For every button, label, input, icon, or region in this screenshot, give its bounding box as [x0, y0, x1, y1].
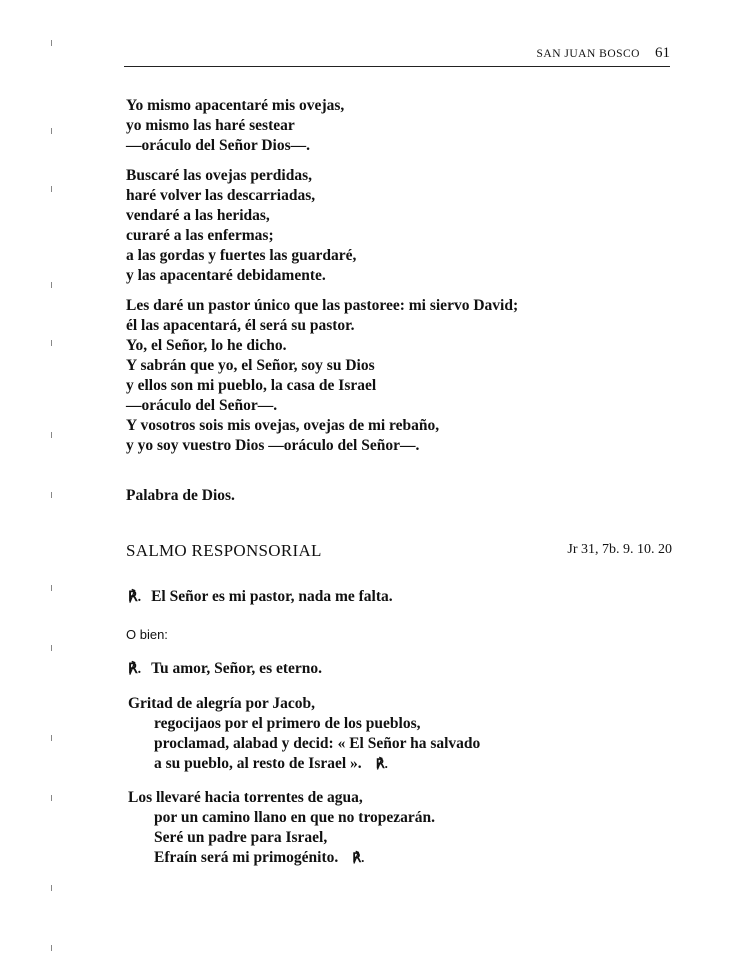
psalm-stanza: [128, 788, 688, 868]
verse-line-with-response: [128, 848, 688, 868]
scan-speck: [51, 282, 52, 288]
scan-speck: [51, 340, 52, 346]
psalm-stanza: [128, 694, 688, 774]
verse-line: Los llevaré hacia torrentes de agua,: [128, 789, 363, 806]
verse-line: regocijaos por el primero de los pueblos,: [154, 715, 421, 732]
verse-line: Buscaré las ovejas perdidas,: [126, 167, 312, 184]
stanza: [126, 166, 686, 286]
verse-line: —oráculo del Señor—.: [126, 397, 278, 414]
verse-line: a las gordas y fuertes las guardaré,: [126, 247, 357, 264]
response-1: [128, 588, 393, 606]
response-mark: ℟.: [128, 590, 142, 605]
header-title: SAN JUAN BOSCO: [536, 48, 640, 60]
scan-speck: [51, 492, 52, 498]
scan-speck: [51, 432, 52, 438]
verse-line: —oráculo del Señor Dios—.: [126, 137, 310, 154]
psalm-verses: [128, 694, 688, 882]
stanza: [126, 296, 686, 456]
verse-line: Les daré un pastor único que las pastoree: mi siervo David;: [126, 297, 519, 314]
scan-speck: [51, 945, 52, 951]
verse-line: él las apacentará, él será su pastor.: [126, 317, 355, 334]
alternative-label: O bien:: [126, 627, 168, 642]
verse-line: por un camino llano en que no tropezarán.: [154, 809, 436, 826]
verse-line: Yo, el Señor, lo he dicho.: [126, 337, 287, 354]
verse-line: vendaré a las heridas,: [126, 207, 270, 224]
stanza: [126, 96, 686, 156]
header-rule: [124, 66, 670, 67]
reading-closing: Palabra de Dios.: [126, 487, 235, 504]
scan-speck: [51, 585, 52, 591]
verse-line: Y sabrán que yo, el Señor, soy su Dios: [126, 357, 375, 374]
response-mark: ℟.: [128, 662, 142, 677]
running-header: [124, 44, 670, 68]
verse-line: Yo mismo apacentaré mis ovejas,: [126, 97, 345, 114]
response-mark: ℟.: [375, 756, 388, 771]
verse-line: yo mismo las haré sestear: [126, 117, 295, 134]
response-text: El Señor es mi pastor, nada me falta.: [151, 588, 393, 605]
scan-speck: [51, 795, 52, 801]
scan-speck: [51, 186, 52, 192]
scan-speck: [51, 40, 52, 46]
verse-line-text: Efraín será mi primogénito.: [154, 849, 339, 866]
scan-speck: [51, 885, 52, 891]
response-mark: ℟.: [352, 850, 365, 865]
psalm-title: SALMO RESPONSORIAL: [126, 541, 322, 560]
verse-line: y yo soy vuestro Dios —oráculo del Señor—.: [126, 437, 420, 454]
verse-line-with-response: [128, 754, 688, 774]
psalm-reference: Jr 31, 7b. 9. 10. 20: [567, 542, 672, 557]
verse-line: proclamad, alabad y decid: « El Señor ha salvado: [154, 735, 481, 752]
verse-line: curaré a las enfermas;: [126, 227, 274, 244]
scan-speck: [51, 128, 52, 134]
scan-speck: [51, 645, 52, 651]
verse-line: Gritad de alegría por Jacob,: [128, 695, 315, 712]
verse-line: y ellos son mi pueblo, la casa de Israel: [126, 377, 377, 394]
response-text: Tu amor, Señor, es eterno.: [151, 660, 323, 677]
verse-line: y las apacentaré debidamente.: [126, 267, 326, 284]
verse-line: haré volver las descarriadas,: [126, 187, 316, 204]
scan-speck: [51, 735, 52, 741]
page-number: 61: [655, 45, 670, 61]
verse-line: Y vosotros sois mis ovejas, ovejas de mi rebaño,: [126, 417, 440, 434]
verse-line-text: a su pueblo, al resto de Israel ».: [154, 755, 362, 772]
verse-line: Seré un padre para Israel,: [154, 829, 328, 846]
response-2: [128, 660, 322, 678]
reading-text: [126, 96, 686, 466]
